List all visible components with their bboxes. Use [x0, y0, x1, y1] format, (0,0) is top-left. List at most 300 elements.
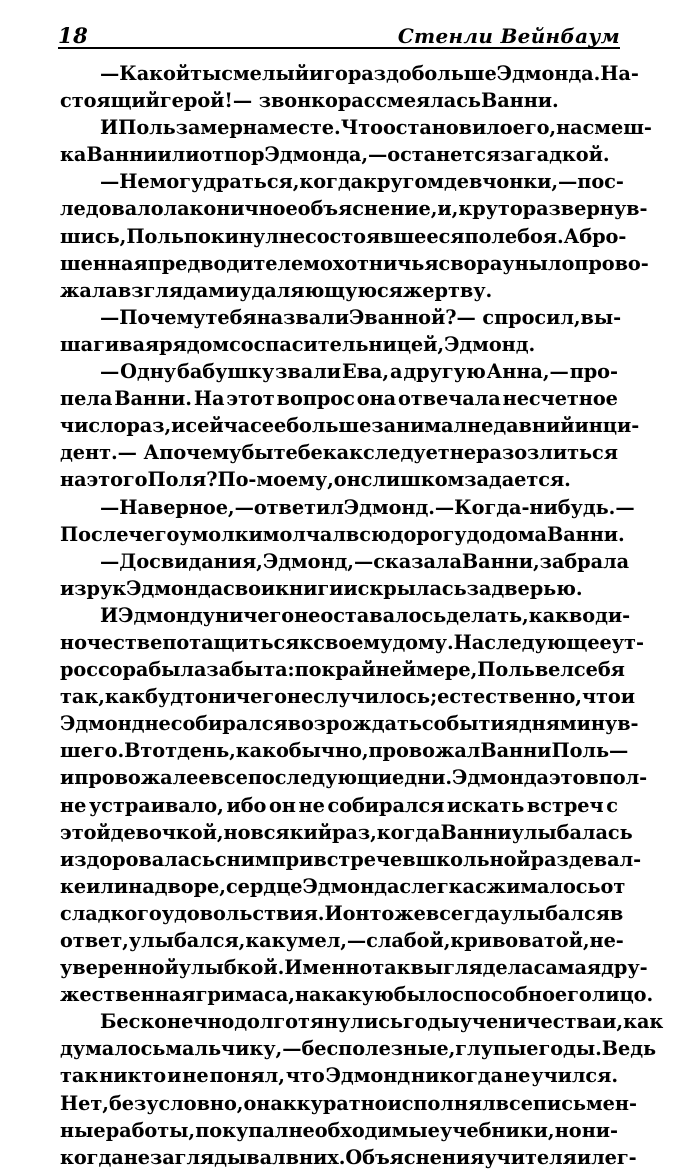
word: по — [294, 658, 322, 682]
word: ничего — [207, 685, 287, 709]
word: и — [167, 1064, 182, 1088]
text-line — [60, 250, 649, 277]
word: исполнял — [387, 1091, 496, 1115]
text-line — [60, 466, 618, 493]
word: не — [182, 1064, 209, 1088]
running-head — [58, 16, 620, 46]
word: развернув- — [522, 197, 648, 221]
word: ее — [261, 414, 287, 438]
word: Эдмонд. — [444, 332, 536, 356]
word: боя. — [517, 224, 564, 248]
word: улыбался — [500, 901, 610, 925]
word: умолк — [179, 522, 249, 546]
word: занимал — [371, 414, 468, 438]
word: его — [554, 983, 592, 1007]
word: — — [100, 549, 120, 573]
word: взглядами — [117, 278, 240, 302]
word: Ванни — [86, 143, 158, 167]
word: уныло — [502, 251, 575, 275]
word: насмеш- — [556, 116, 652, 140]
paragraph — [60, 1008, 664, 1171]
word: ее — [186, 766, 211, 790]
text-line — [60, 548, 630, 575]
word: — — [100, 360, 120, 384]
word: чего — [128, 522, 180, 546]
word: про- — [569, 360, 618, 384]
word: прово- — [574, 251, 649, 275]
word: лицо. — [591, 983, 654, 1007]
word: была — [148, 658, 207, 682]
word: последующие — [247, 766, 405, 790]
word: Ванни. — [114, 387, 192, 411]
word: следующее — [484, 630, 612, 654]
word: жала — [60, 278, 118, 302]
word: с — [214, 847, 227, 871]
word: в — [402, 847, 416, 871]
word: гримаса, — [195, 983, 295, 1007]
word: будто — [145, 685, 208, 709]
word: все — [495, 1091, 533, 1115]
word: слишком — [360, 468, 465, 492]
text-line — [60, 60, 639, 87]
word: Какой — [119, 62, 191, 85]
word: годы. — [538, 1037, 602, 1061]
word: устраивало, — [88, 793, 224, 817]
word: Именно — [284, 956, 373, 980]
word: встрече — [313, 847, 403, 871]
word: рук — [86, 576, 127, 600]
word: и — [60, 766, 75, 790]
word: было — [393, 983, 453, 1007]
word: заглядывал — [149, 1145, 286, 1169]
word: месте. — [269, 116, 341, 140]
word: свора — [438, 251, 503, 275]
word: а — [389, 360, 403, 384]
word: не — [294, 603, 321, 627]
word: этой — [60, 820, 111, 844]
text-line — [60, 792, 618, 819]
word: удаляющуюся — [239, 278, 403, 302]
word: загадкой. — [500, 143, 610, 167]
word: и, — [602, 1010, 624, 1034]
word: понял, — [209, 1064, 285, 1088]
author-name: Стенли Вейнбаум — [397, 24, 620, 48]
word: какую — [321, 983, 394, 1007]
word: ке — [60, 874, 87, 898]
text-line — [60, 981, 654, 1008]
word: дру- — [601, 956, 648, 980]
word: ро — [60, 658, 87, 682]
word: все — [210, 766, 248, 790]
word: тот — [140, 739, 177, 763]
word: слабой, — [366, 929, 451, 952]
text-line — [60, 1062, 618, 1089]
word: как — [245, 929, 286, 952]
word: скрылась — [357, 576, 467, 600]
word: думалось — [60, 1037, 166, 1061]
text-line — [60, 358, 618, 385]
word: стоящий — [60, 89, 160, 113]
text-line — [60, 873, 626, 900]
word: и — [248, 522, 263, 546]
text-line — [60, 1090, 637, 1117]
text-line — [60, 1035, 657, 1062]
word: жертву. — [402, 278, 493, 302]
word: на — [128, 874, 155, 898]
word: Почему — [119, 305, 206, 329]
word: Ведь — [601, 1037, 657, 1061]
text-line — [60, 439, 618, 466]
word: события — [421, 712, 519, 736]
word: годы — [402, 1010, 460, 1034]
word: недавний — [467, 414, 575, 438]
word: это — [548, 766, 586, 790]
paragraph — [60, 114, 652, 168]
word: всякий — [250, 820, 332, 844]
word: останется — [387, 143, 501, 167]
word: от — [600, 874, 626, 898]
word: как — [104, 685, 146, 709]
word: провожал — [368, 739, 481, 763]
word: отпор — [199, 143, 265, 167]
word: Ванни — [480, 739, 552, 763]
word: — звонко — [232, 89, 338, 113]
word: школьной — [415, 847, 531, 871]
word: Эдмонда. — [496, 62, 601, 85]
word: шись, — [60, 224, 127, 248]
word: Эванной? — [348, 305, 457, 329]
word: Ванни. — [480, 89, 559, 113]
word: Ванни. — [546, 522, 625, 546]
word: его, — [512, 116, 557, 140]
word: или — [157, 143, 200, 167]
word: в — [285, 1145, 299, 1169]
word: возрождать — [287, 712, 422, 736]
word: покинул — [183, 224, 279, 248]
text-line — [60, 819, 633, 846]
word: никогда — [411, 1064, 504, 1088]
word: здоровалась — [74, 847, 215, 871]
text-line — [60, 602, 631, 629]
word: После — [60, 522, 129, 546]
word: улыбался, — [128, 929, 246, 952]
word: покупал — [195, 1118, 289, 1142]
word: глупые — [455, 1037, 539, 1061]
word: искать — [447, 793, 525, 817]
word: сейчас — [185, 414, 262, 438]
word: больше — [411, 62, 497, 85]
word: ним — [226, 847, 272, 871]
word: остановило — [382, 116, 513, 140]
word: как — [235, 739, 276, 763]
word: Объяснения — [345, 1145, 485, 1169]
word: крайней — [321, 658, 417, 682]
word: на — [242, 116, 270, 140]
text-line — [60, 331, 618, 358]
word: что — [285, 1064, 325, 1088]
word: никто — [99, 1064, 167, 1088]
word: Эдмонд — [325, 1064, 411, 1088]
word: но — [554, 1118, 582, 1142]
word: необходимые — [288, 1118, 440, 1142]
word: сжималось — [474, 874, 601, 898]
word: бабушку — [177, 360, 275, 384]
word: Наверное,— — [119, 495, 254, 519]
word: шего. — [60, 739, 125, 763]
word: инци- — [574, 414, 640, 438]
word: кривоватой, — [450, 929, 590, 952]
paragraph — [60, 304, 622, 358]
text-line — [60, 195, 648, 222]
word: Поль — [551, 739, 609, 763]
word: бы — [241, 441, 274, 465]
word: к — [299, 630, 314, 654]
word: Бесконечно — [100, 1010, 235, 1034]
word: самая — [533, 956, 602, 980]
word: оставалось — [320, 603, 447, 627]
word: со — [229, 332, 254, 356]
word: этот — [226, 387, 275, 411]
word: звали — [275, 360, 341, 384]
word: Не — [119, 170, 150, 194]
word: отвечала — [397, 387, 501, 411]
word: А — [563, 224, 580, 248]
text-line — [60, 114, 652, 141]
word: смелый — [221, 62, 309, 85]
word: Эдмонда — [302, 874, 400, 898]
word: круто — [458, 197, 523, 221]
word: число — [60, 414, 127, 438]
word: раздевал- — [530, 847, 642, 871]
text-line — [60, 656, 625, 683]
word: На — [193, 387, 225, 411]
word: — — [100, 170, 120, 194]
word: всю — [345, 522, 391, 546]
text-line — [60, 954, 648, 981]
text-line — [60, 521, 625, 548]
text-line — [60, 764, 648, 791]
text-line — [60, 494, 635, 521]
word: Эдмонд,— — [262, 549, 374, 573]
word: могу — [149, 170, 204, 194]
word: ибо — [226, 793, 267, 817]
word: день, — [177, 739, 236, 763]
word: собирался — [170, 712, 288, 736]
word: улыбалась — [511, 820, 633, 844]
word: из — [60, 576, 87, 600]
word: дорогу — [390, 522, 467, 546]
word: так — [60, 1064, 99, 1088]
word: и — [60, 847, 75, 871]
word: или — [86, 874, 129, 898]
word: предводителем — [147, 251, 320, 275]
word: на — [60, 468, 87, 492]
word: он — [243, 1091, 271, 1115]
word: встреч — [526, 793, 604, 817]
paragraph — [60, 168, 649, 303]
word: драться, — [203, 170, 300, 194]
word: до — [466, 522, 493, 546]
word: он — [269, 793, 296, 817]
word: И — [324, 901, 343, 925]
word: провожал — [74, 766, 187, 790]
word: ответил — [253, 495, 344, 519]
word: потащиться — [162, 630, 300, 654]
word: Одну — [120, 360, 177, 384]
word: выглядела — [410, 956, 534, 980]
word: и — [343, 576, 358, 600]
word: долго — [234, 1010, 298, 1034]
paragraph — [60, 548, 630, 602]
word: объяснение, — [297, 197, 438, 221]
word: Поля? — [147, 468, 218, 492]
word: другую — [403, 360, 486, 384]
word: На- — [600, 62, 639, 85]
word: бесполезные, — [301, 1037, 456, 1061]
word: с — [606, 793, 618, 817]
text-line — [60, 710, 639, 737]
word: раз, — [331, 820, 377, 844]
word: учился. — [531, 1064, 618, 1088]
word: не — [60, 793, 87, 817]
word: Поль — [477, 658, 535, 682]
word: не- — [589, 929, 624, 952]
word: мере, — [416, 658, 478, 682]
word: И — [100, 116, 119, 140]
word: когда — [299, 170, 364, 194]
word: Ева, — [341, 360, 390, 384]
word: Поль — [126, 224, 184, 248]
header-rule — [58, 47, 620, 49]
word: не — [504, 1064, 531, 1088]
word: ответ, — [60, 929, 129, 952]
word: В — [124, 739, 141, 763]
word: Ванни — [440, 820, 512, 844]
word: назвали — [256, 305, 349, 329]
word: ные — [60, 1118, 106, 1142]
word: но — [223, 820, 251, 844]
word: книги — [275, 576, 344, 600]
text-line — [60, 927, 624, 954]
word: лаконичное — [163, 197, 298, 221]
word: свои — [223, 576, 276, 600]
word: До — [119, 549, 150, 573]
word: раз, — [126, 414, 172, 438]
text-line — [60, 87, 618, 114]
word: удовольствия. — [161, 901, 325, 925]
word: сердце — [225, 874, 303, 898]
word: впол- — [585, 766, 648, 790]
word: Эдмонда — [452, 766, 549, 790]
word: — — [100, 305, 120, 329]
text-line — [60, 141, 618, 168]
word: как — [322, 441, 363, 465]
text-line — [60, 412, 640, 439]
word: жественная — [60, 983, 196, 1007]
word: и — [171, 414, 186, 438]
word: на — [294, 983, 322, 1007]
word: собирался — [327, 793, 445, 817]
word: лег- — [591, 1145, 637, 1169]
word: девочкой, — [110, 820, 224, 844]
word: По-моему, — [217, 468, 334, 492]
word: тебя — [205, 305, 257, 329]
word: она — [356, 387, 397, 411]
word: вопрос — [276, 387, 355, 411]
word: Эдмонд.— — [343, 495, 455, 519]
word: учебники, — [440, 1118, 555, 1142]
word: учителя — [484, 1145, 577, 1169]
paragraph — [60, 60, 639, 114]
word: Эдмонда — [126, 576, 224, 600]
word: рядом — [159, 332, 230, 356]
word: и — [576, 1145, 592, 1169]
word: рассмеялась — [337, 89, 481, 113]
word: он — [333, 468, 361, 492]
word: сладкого — [60, 901, 162, 925]
word: замер — [175, 116, 243, 140]
body-text — [60, 60, 664, 1171]
word: девчонки,— — [443, 170, 578, 194]
word: и — [620, 685, 635, 709]
word: улыбкой. — [178, 956, 285, 980]
word: способно — [452, 983, 555, 1007]
word: тянулись — [297, 1010, 403, 1034]
word: умел,— — [285, 929, 367, 952]
page-number: 18 — [58, 23, 89, 48]
word: молчал — [262, 522, 346, 546]
word: ты — [190, 62, 222, 85]
word: минув- — [559, 712, 639, 736]
word: не — [286, 685, 314, 709]
word: пела — [60, 387, 113, 411]
word: несчетное — [502, 387, 618, 411]
word: как — [623, 1010, 664, 1034]
word: себя — [573, 658, 625, 682]
word: И — [100, 603, 119, 627]
word: ссора — [86, 658, 149, 682]
word: забрала — [539, 549, 630, 573]
word: ка — [60, 143, 87, 167]
word: естественно, — [437, 685, 582, 709]
word: Что — [340, 116, 383, 140]
text-line — [60, 385, 618, 412]
word: этого — [86, 468, 148, 492]
text-line — [60, 1144, 637, 1171]
word: и, — [437, 197, 459, 221]
word: в — [568, 603, 583, 627]
word: На — [453, 630, 485, 654]
word: шенная — [60, 251, 148, 275]
word: дверью. — [491, 576, 583, 600]
word: герой! — [159, 89, 233, 113]
word: слегка — [399, 874, 475, 898]
word: и — [308, 62, 324, 85]
word: вел — [534, 658, 574, 682]
word: как — [528, 603, 569, 627]
word: что — [581, 685, 621, 709]
word: мальчику,— — [165, 1037, 302, 1061]
word: тоже — [369, 901, 426, 925]
word: дня — [518, 712, 560, 736]
word: — спросил, — [456, 305, 581, 329]
word: дент.— А — [60, 441, 160, 465]
word: шагивая — [60, 332, 160, 356]
word: бро- — [579, 224, 627, 248]
word: почему — [159, 441, 242, 465]
word: делать, — [446, 603, 529, 627]
word: в — [609, 901, 624, 925]
